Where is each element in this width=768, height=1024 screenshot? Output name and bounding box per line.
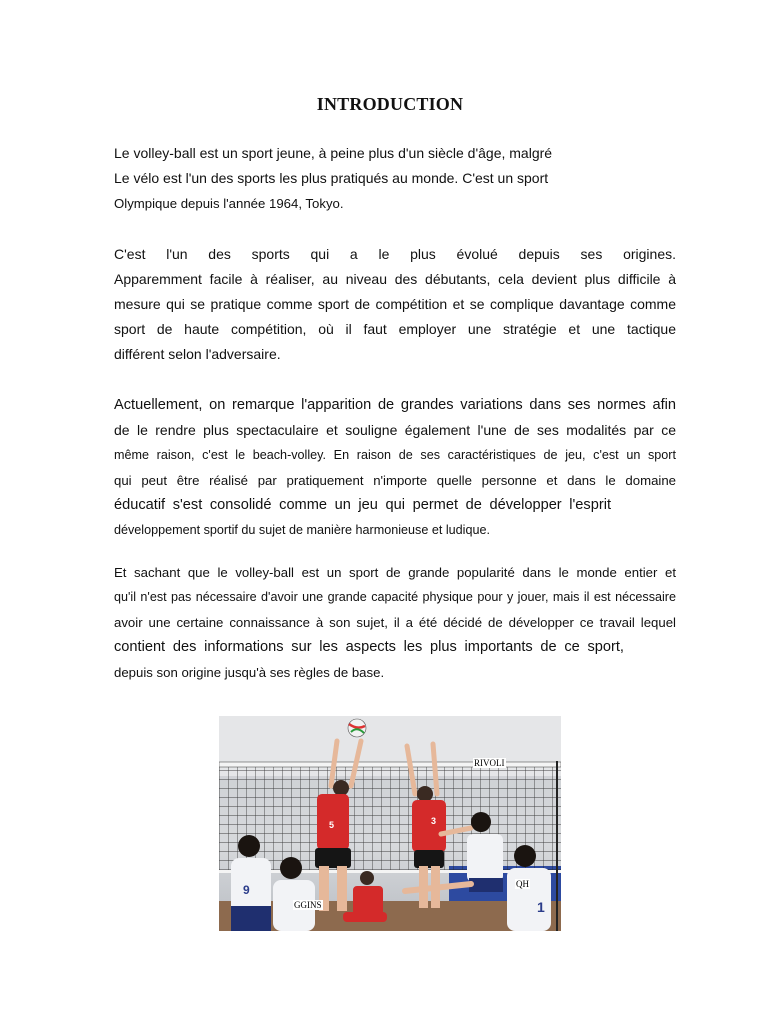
text-line: qu'il n'est pas nécessaire d'avoir une grande capacité physique pour y jouer, mais il est nécessaire [114,590,676,604]
text-line: Olympique depuis l'année 1964, Tokyo. [114,196,344,211]
volleyball-photo-illustration [219,716,561,931]
text-line: de le rendre plus spectaculaire et souligne également l'une de ses modalités par ce [114,422,676,438]
volleyball-photo [219,716,561,931]
paragraph-2 [114,242,676,367]
svg-text:9: 9 [243,883,250,897]
text-line: depuis son origine jusqu'à ses règles de base. [114,665,385,680]
svg-text:3: 3 [431,816,437,826]
volleyball-ball [348,719,366,737]
text-line: C'est l'un des sports qui a le plus évolué depuis ses origines. [114,246,676,262]
text-line: Le vélo est l'un des sports les plus pratiqués au monde. C'est un sport [114,170,549,186]
paragraph-3 [114,393,676,543]
text-line: sport de haute compétition, où il faut employer une stratégie et une tactique [114,321,676,337]
photo-label-ggins: GGINS [294,900,322,910]
svg-text:5: 5 [329,820,335,830]
text-line: qui peut être réalisé par pratiquement n'importe quelle personne et dans le domaine [114,473,676,488]
text-line: Et sachant que le volley-ball est un sport de grande popularité dans le monde entier et [114,565,676,580]
text-line: développement sportif du sujet de manière harmonieuse et ludique. [114,523,490,537]
text-line: contient des informations sur les aspects les plus importants de ce sport, [114,639,624,655]
photo-label-rivoli: RIVOLI [474,758,505,768]
paragraph-4 [114,560,676,685]
text-line: différent selon l'adversaire. [114,346,281,362]
text-line: Apparemment facile à réaliser, au niveau des débutants, cela devient plus difficile à [114,271,676,287]
text-line: éducatif s'est consolidé comme un jeu qui permet de développer l'esprit [114,497,611,513]
text-line: même raison, c'est le beach-volley. En raison de ses caractéristiques de jeu, c'est un sport [114,448,676,462]
paragraph-1 [114,141,676,216]
photo-label-qh: QH [516,879,529,889]
svg-text:1: 1 [537,899,545,915]
text-line: mesure qui se pratique comme sport de compétition et se complique davantage comme [114,296,676,312]
text-line: avoir une certaine connaissance à son sujet, il a été décidé de développer ce travail lequel [114,615,676,630]
text-line: Actuellement, on remarque l'apparition de grandes variations dans ses normes afin [114,397,676,413]
text-line: Le volley-ball est un sport jeune, à peine plus d'un siècle d'âge, malgré [114,145,553,161]
page-title: INTRODUCTION [316,94,464,114]
